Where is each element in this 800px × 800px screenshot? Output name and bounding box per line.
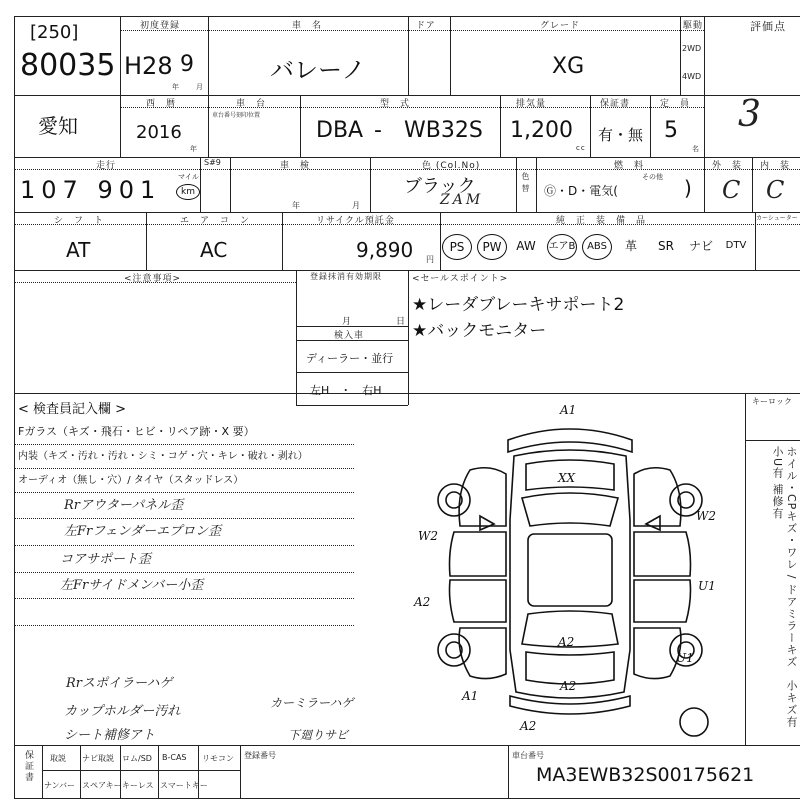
grid-line [14, 798, 800, 799]
reg-number-label: 登録番号 [244, 751, 276, 760]
first-reg-month: 9 [180, 52, 194, 77]
score-label: 評価点 [750, 20, 786, 33]
mile-label: マイル [178, 173, 199, 181]
grid-line [120, 16, 121, 95]
grid-line [14, 745, 800, 746]
footer-item-smart-key: スマートキー [160, 781, 208, 790]
fuel-close: ) [684, 176, 692, 200]
warranty-value: 有・無 [598, 126, 644, 144]
footer-item-spare-key: スペアキー [82, 781, 122, 790]
sales-label: <セールスポイント> [412, 274, 509, 284]
grid-line [536, 157, 537, 212]
footer-item-manual: 取説 [50, 754, 66, 763]
grid-line [370, 157, 371, 212]
equipment-item: SR [658, 239, 674, 253]
equipment-item: PS [442, 234, 472, 260]
reg-expiry-label: 登録抹消有効期限 [310, 272, 382, 281]
grid-line [230, 157, 231, 212]
sales-point-1: ★レーダブレーキサポート2 [412, 295, 625, 315]
side-note: ホイル・CPキズ・ワレ / ドアミラーキズ 小キズ有 小U有 補修有 [771, 446, 798, 729]
damage-mark-rear-window: A2 [558, 635, 575, 649]
damage-mark-left-door: A2 [414, 595, 431, 609]
first-reg-label: 初度登録 [140, 21, 181, 31]
footer-item-navi-manual: ナビ取説 [82, 754, 114, 763]
ac: AC [200, 238, 228, 262]
equipment-item: エアB [547, 234, 577, 260]
capacity-label: 定 員 [660, 99, 691, 109]
model-dash: - [374, 118, 382, 143]
equipment-item: AW [516, 239, 536, 253]
grid-line [752, 157, 753, 212]
grid-line [745, 440, 800, 441]
cc-unit: cc [576, 144, 586, 152]
car-diagram [410, 400, 730, 740]
grid-line [296, 405, 408, 406]
notes-label: <注意事項> [124, 274, 182, 284]
inspector-line-audio: オーディオ（無し・穴）/ タイヤ（スタッドレス） [18, 475, 244, 486]
grid-line [680, 16, 681, 95]
reg-day: 日 [396, 317, 407, 327]
keylock-label: キーロック [752, 397, 792, 406]
grid-line [208, 16, 209, 95]
grid-line [14, 598, 354, 599]
grid-line [14, 625, 354, 626]
grid-line [14, 492, 354, 493]
prefecture: 愛知 [38, 114, 78, 138]
fuel-label: 燃 料 [614, 161, 645, 171]
inspection-label: 車 検 [280, 161, 311, 171]
color-label: 色 (Col.No) [422, 161, 481, 171]
hand-note-7: シート補修アト [64, 728, 156, 743]
capacity: 5 [664, 118, 678, 143]
grid-line [14, 444, 354, 445]
grid-line [14, 468, 354, 469]
grid-line [14, 518, 354, 519]
hand-note-6: カップホルダー汚れ [64, 704, 181, 719]
inspection-year: 年 [292, 201, 301, 210]
grid-line [704, 16, 705, 212]
grid-line [296, 372, 408, 373]
interior: C [766, 176, 785, 204]
recycle: 9,890 [356, 238, 414, 262]
reg-month: 月 [342, 317, 353, 327]
model-label: 型 式 [380, 99, 411, 109]
footer-col-label: 保証書 [23, 750, 33, 783]
grid-line [120, 30, 704, 31]
damage-mark-hood: XX [558, 471, 576, 485]
footer-item-keyless: キーレス [122, 781, 154, 790]
year-unit: 年 [172, 83, 180, 91]
model-code: WB32S [404, 118, 483, 143]
grid-line [42, 745, 43, 798]
footer-item-rom: ロム/SD [122, 754, 152, 763]
shift-label: シ フ ト [54, 216, 105, 226]
grid-line [14, 393, 800, 394]
year-unit-2: 年 [190, 145, 198, 153]
grid-line [440, 212, 441, 270]
equipment-item: ABS [582, 234, 612, 260]
score-handwritten: 3 [738, 94, 761, 135]
inspector-line-interior: 内装（キズ・汚れ・汚れ・シミ・コゲ・穴・キレ・破れ・剥れ） [18, 451, 308, 462]
sharyo-label: S#9 [204, 158, 221, 167]
car-name: バレーノ [270, 56, 366, 84]
footer-item-number: ナンバー [44, 781, 76, 790]
model-prefix: DBA [316, 118, 364, 143]
ac-label: エ ア コ ン [180, 216, 251, 226]
damage-mark-rear-bumper: A2 [520, 719, 537, 733]
color-handwritten: ZAM [440, 192, 484, 208]
first-reg-year: H28 [124, 52, 173, 80]
grid-line [14, 212, 800, 213]
grid-line [745, 393, 746, 745]
hand-note-4: 左Frサイドメンバー小歪 [60, 578, 204, 593]
grid-line [296, 270, 297, 405]
grid-line [650, 95, 651, 157]
grid-line [500, 95, 501, 157]
hand-note-9: 下廻りサビ [288, 728, 349, 742]
grid-line [508, 745, 509, 798]
hand-note-2: 左Frフェンダーエプロン歪 [64, 524, 222, 539]
grid-line [408, 270, 409, 405]
damage-mark-left-rear: A1 [462, 689, 479, 703]
grid-line [120, 95, 121, 157]
equip-label: 純 正 装 備 品 [556, 216, 647, 226]
footer-item-remote: リモコン [202, 754, 234, 763]
damage-mark-right-door: U1 [698, 579, 716, 593]
grid-line [42, 770, 240, 771]
grid-line [300, 95, 301, 157]
capacity-unit: 名 [692, 145, 700, 153]
vin-label: 車台番号 [512, 751, 544, 760]
grid-line [282, 212, 283, 270]
seireki-label: 西 暦 [146, 99, 177, 109]
exterior-label: 外 装 [712, 161, 743, 171]
grid-line [14, 16, 15, 798]
reg-shaken: 検入車 [334, 331, 365, 341]
interior-label: 内 装 [760, 161, 791, 171]
inspection-month: 月 [352, 201, 361, 210]
grid-line [590, 95, 591, 157]
color: ブラック [404, 176, 476, 197]
hand-note-3: コアサポート歪 [60, 552, 152, 567]
grid-line [14, 16, 800, 17]
grid-line [14, 169, 800, 170]
inspector-line-glass: Fガラス（キズ・飛石・ヒビ・リペア跡・X 要） [18, 425, 255, 438]
drive-2wd: 2WD [682, 44, 702, 53]
grid-line [14, 572, 354, 573]
grid-line [200, 157, 201, 212]
lot-number: 80035 [20, 48, 116, 83]
footer-item-bcas: B-CAS [162, 753, 187, 762]
displacement-label: 排気量 [516, 99, 547, 109]
drive-4wd: 4WD [682, 72, 702, 81]
displacement: 1,200 [510, 118, 573, 143]
vin: MA3EWB32S00175621 [536, 764, 755, 786]
grid-line [158, 745, 159, 798]
month-unit: 月 [196, 83, 204, 91]
gas-label: カーシューター [756, 215, 798, 222]
warranty-label: 保証書 [600, 99, 631, 109]
seireki: 2016 [136, 122, 182, 143]
grid-line [80, 745, 81, 798]
damage-mark-left-fender: W2 [418, 529, 438, 543]
damage-mark-front: A1 [560, 403, 577, 417]
yen-unit: 円 [426, 255, 435, 264]
grid-line [208, 95, 209, 157]
hand-note-5: Rrスポイラーハゲ [66, 676, 173, 691]
mileage-label: 走行 [96, 161, 117, 171]
shadai-label: 車 台 [236, 99, 267, 109]
grid-line [408, 16, 409, 95]
km-circle: km [176, 184, 200, 200]
grade-label: グレード [540, 21, 581, 31]
lot-bracket: [250] [30, 22, 79, 43]
mileage: 107 901 [20, 176, 162, 204]
dealer: ディーラー・並行 [306, 352, 394, 365]
shift: AT [66, 238, 91, 262]
grid-line [14, 224, 800, 225]
grid-line [14, 545, 354, 546]
equipment-item: ナビ [688, 239, 713, 253]
equipment-item: 革 [624, 239, 637, 253]
fuel-other: その他 [642, 173, 663, 181]
damage-mark-right-fender: W2 [696, 509, 716, 523]
grid-line [450, 16, 451, 95]
hand-note-8: カーミラーハゲ [270, 696, 354, 710]
drive-label: 駆動 [683, 21, 704, 31]
car-name-label: 車 名 [292, 21, 323, 31]
grid-line [14, 157, 800, 158]
grid-line [516, 157, 517, 212]
fuel-value: Ⓖ・D・電気( [544, 184, 618, 198]
exterior: C [722, 176, 741, 204]
recycle-label: リサイクル預託金 [316, 216, 395, 226]
sales-point-2: ★バックモニター [412, 321, 547, 341]
door-label: ドア [416, 21, 436, 31]
handle-side: 左H ・ 右H [310, 384, 382, 397]
inspector-title: < 検査員記入欄 > [18, 402, 127, 417]
color-change-label: 色替 [521, 172, 530, 196]
grade: XG [552, 54, 585, 79]
damage-mark-right-rear: U1 [676, 651, 694, 665]
damage-mark-trunk: A2 [560, 679, 577, 693]
hand-note-1: Rrアウターパネル歪 [64, 498, 184, 513]
grid-line [146, 212, 147, 270]
grid-line [240, 745, 241, 798]
equipment-item: PW [477, 234, 507, 260]
shadai-sub: 車台番号刻印位置 [212, 112, 261, 119]
equipment-item: DTV [725, 240, 747, 251]
